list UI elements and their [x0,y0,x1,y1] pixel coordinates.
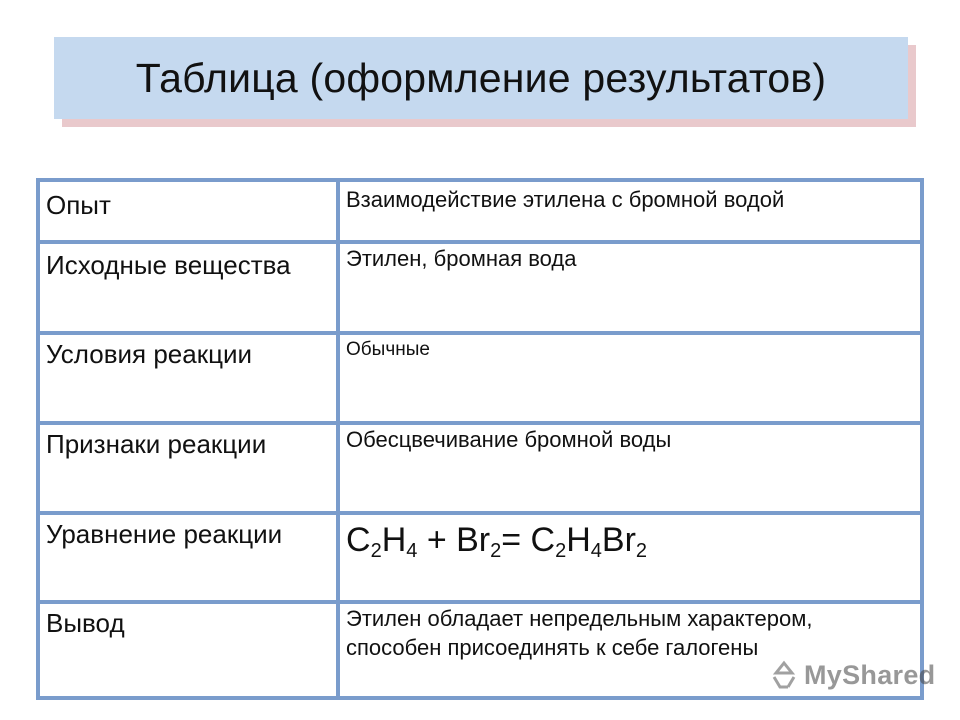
table-row [40,182,920,240]
recycle-icon [768,659,800,691]
table-row [40,511,920,600]
eq-subscript: 4 [590,540,602,562]
row-value: Этилен обладает непредельным характером, способен присоединять к себе галогены [346,606,813,660]
eq-part: C [346,521,371,559]
row-label: Вывод [46,608,125,638]
row-label: Признаки реакции [46,429,267,459]
eq-part: H [566,521,591,559]
row-label: Опыт [46,190,111,220]
eq-subscript: 2 [370,540,382,562]
eq-subscript: 2 [555,540,567,562]
eq-part: = C [501,521,556,559]
eq-part: Br [601,521,636,559]
eq-part: + Br [417,521,491,559]
row-value: Обесцвечивание бромной воды [346,427,672,452]
row-label: Исходные вещества [46,250,291,280]
table-row [40,240,920,331]
row-value: Взаимодействие этилена с бромной водой [346,187,785,212]
table-row [40,421,920,511]
eq-part: H [381,521,407,559]
watermark-text: MyShared [804,659,936,690]
row-label: Условия реакции [46,339,253,369]
row-value: Обычные [346,339,430,360]
title-banner [54,37,908,119]
eq-subscript: 4 [406,540,418,562]
results-table [36,178,924,700]
eq-subscript: 2 [635,540,648,562]
table-row [40,331,920,421]
reaction-equation [346,520,916,560]
page-title: Таблица (оформление результатов) [135,54,827,101]
row-label: Уравнение реакции [46,519,283,549]
watermark [768,655,935,695]
row-value: Этилен, бромная вода [346,246,577,271]
eq-subscript: 2 [490,540,502,562]
